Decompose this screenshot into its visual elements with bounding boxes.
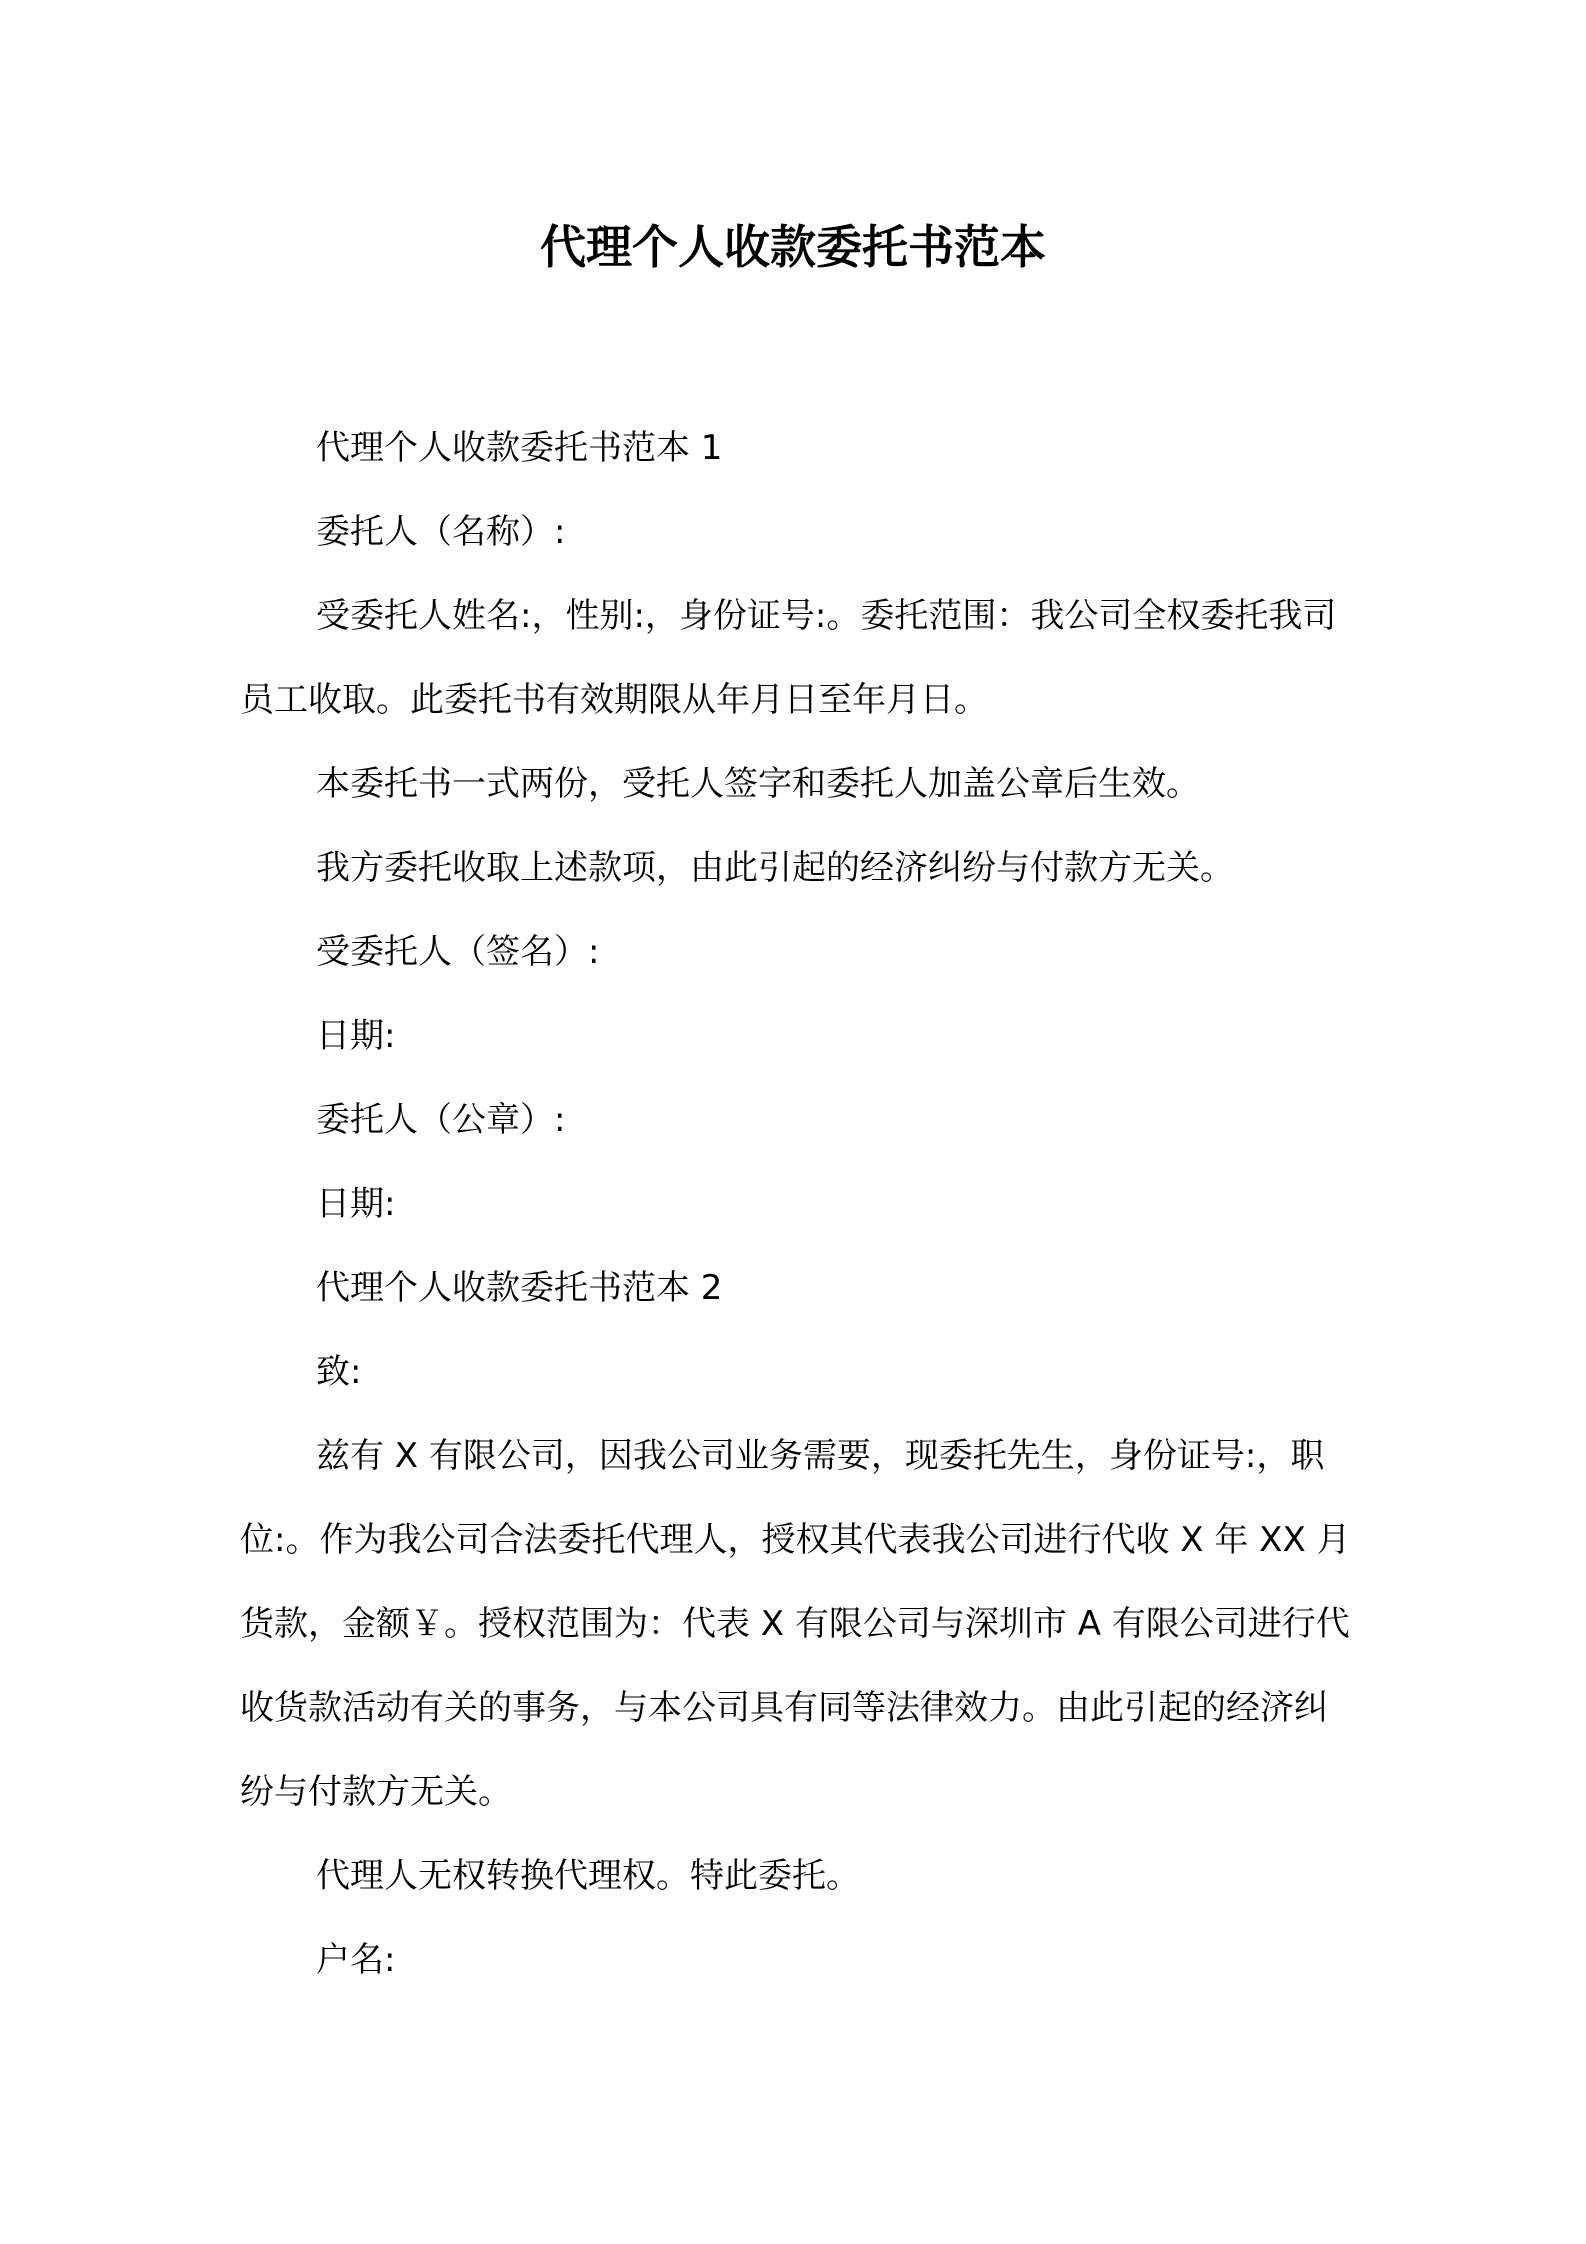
document-body [240, 406, 1360, 2002]
paragraph-principal-name: 委托人（名称）: [316, 512, 566, 552]
paragraph-principal-seal: 委托人（公章）: [316, 1100, 566, 1140]
paragraph-no-transfer: 代理人无权转换代理权。特此委托。 [316, 1856, 860, 1896]
paragraph-date-2: 日期: [316, 1184, 396, 1224]
paragraph-copies: 本委托书一式两份，受托人签字和委托人加盖公章后生效。 [316, 764, 1200, 804]
paragraph-account-name: 户名: [316, 1940, 396, 1980]
paragraph-authorization: 兹有 X 有限公司，因我公司业务需要，现委托先生，身份证号:，职位:。作为我公司合法委托代理人，授权其代表我公司进行代收 X 年 XX 月货款，金额￥。授权范围为：代表 X 有限公司与深圳市 A 有限公司进行代收货款活动有关的事务，与本公司具有同等法律效力。由此引起的经济纠纷与付款方无关。 [240, 1436, 1351, 1812]
paragraph-to: 致: [316, 1352, 362, 1392]
paragraph-date-1: 日期: [316, 1016, 396, 1056]
paragraph-agent-signature: 受委托人（签名）: [316, 932, 600, 972]
paragraph-sample-1-heading: 代理个人收款委托书范本 1 [316, 428, 723, 468]
document-title: 代理个人收款委托书范本 [540, 220, 1046, 274]
paragraph-agent-info: 受委托人姓名:，性别:，身份证号:。委托范围：我公司全权委托我司员工收取。此委托书有效期限从年月日至年月日。 [240, 596, 1337, 720]
paragraph-disclaimer: 我方委托收取上述款项，由此引起的经济纠纷与付款方无关。 [316, 848, 1234, 888]
paragraph-sample-2-heading: 代理个人收款委托书范本 2 [316, 1268, 723, 1308]
